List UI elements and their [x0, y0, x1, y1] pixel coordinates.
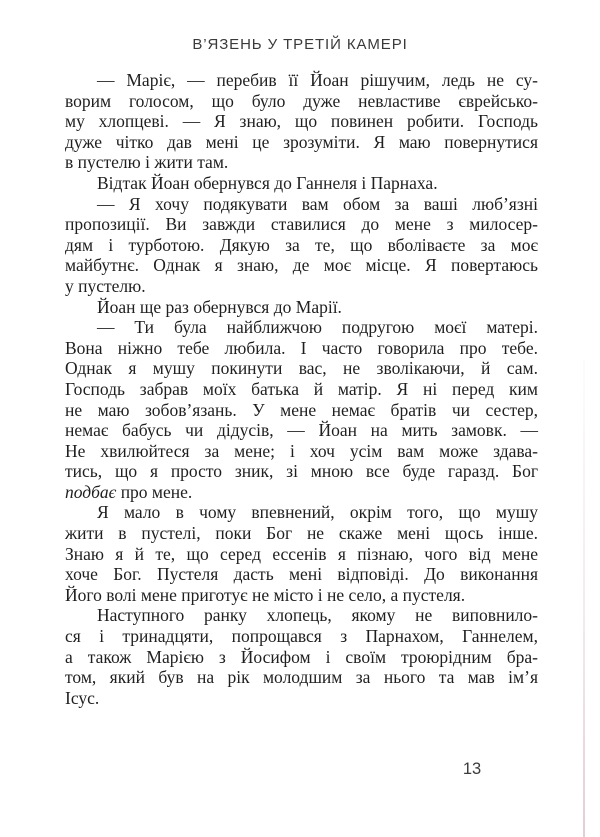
text-line: дуже чітко дав мені це зрозуміти. Я маю повернутися — [65, 131, 538, 152]
text-line: ворим голосом, що було дуже невластиве єврейсько- — [65, 90, 538, 111]
text-block — [65, 70, 538, 708]
text-line: в пустелю і жити там. — [65, 152, 229, 173]
text-line: пропозиції. Ви завжди ставилися до мене з милосер- — [65, 214, 538, 235]
text-line: Я мало в чому впевнений, окрім того, що мушу — [97, 502, 538, 523]
scan-edge-artifact — [583, 360, 585, 837]
text-line: Однак я мушу покинути вас, не зволікаючи, й сам. — [65, 358, 538, 379]
paragraph — [65, 173, 538, 194]
text-line: му хлопцеві. — Я знаю, що повинен робити. Господь — [65, 111, 538, 132]
text-line: хоче Бог. Пустеля дасть мені відповіді. До виконання — [65, 564, 538, 585]
text-line: — Маріє, — перебив її Йоан рішучим, ледь не су- — [97, 70, 538, 90]
paragraph — [65, 502, 538, 605]
text-line: Ісус. — [65, 687, 100, 708]
text-line: — Ти була найближчою подругою моєї матері. — [97, 317, 538, 338]
text-line: жити в пустелі, поки Бог не скаже мені щось інше. — [65, 523, 538, 544]
text-line: Наступного ранку хлопець, якому не виповнило- — [97, 605, 538, 626]
text-line: ся і тринадцяти, попрощався з Парнахом, Ганнелем, — [65, 626, 538, 647]
text-line: не маю зобов’язань. У мене немає братів чи сестер, — [65, 399, 538, 420]
text-line: а також Марією з Йосифом і своїм троюрідним бра- — [65, 646, 538, 667]
text-line: Відтак Йоан обернувся до Ганнеля і Парнаха. — [97, 172, 438, 193]
emphasized-text: подбає — [65, 481, 117, 502]
chapter-title: В’ЯЗЕНЬ У ТРЕТІЙ КАМЕРІ — [192, 36, 408, 53]
text-line: майбутнє. Однак я знаю, де моє місце. Я повертаюсь — [65, 255, 538, 276]
text-line: Його волі мене приготує не місто і не село, а пустеля. — [65, 584, 466, 605]
text-line: — Я хочу подякувати вам обом за ваші люб’язні — [97, 193, 538, 214]
paragraph — [65, 297, 538, 318]
text-line: Господь забрав моїх батька й матір. Я ні перед ким — [65, 378, 538, 399]
text-line: том, який був на рік молодшим за нього та мав ім’я — [65, 667, 538, 688]
paragraph — [65, 317, 538, 502]
text-line: дям і турботою. Дякую за те, що вболіваєте за моє — [65, 234, 538, 255]
text-line: Йоан ще раз обернувся до Марії. — [97, 296, 342, 317]
paragraph — [65, 605, 538, 708]
plain-text: про мене. — [116, 481, 193, 502]
text-line — [65, 482, 538, 503]
text-line: Знаю я й те, що серед ессенів я пізнаю, чого від мене — [65, 543, 538, 564]
text-line: у пустелю. — [65, 275, 146, 296]
text-line: Вона ніжно тебе любила. І часто говорила про тебе. — [65, 337, 538, 358]
text-line: немає бабусь чи дідусів, — Йоан на мить замовк. — — [65, 420, 538, 441]
text-line: тись, що я просто зник, зі мною все буде гаразд. Бог — [65, 461, 538, 482]
text-line: Не хвилюйтеся за мене; і хоч усім вам може здава- — [65, 440, 538, 461]
paragraph — [65, 70, 538, 173]
paragraph — [65, 194, 538, 297]
page-number: 13 — [462, 760, 482, 778]
